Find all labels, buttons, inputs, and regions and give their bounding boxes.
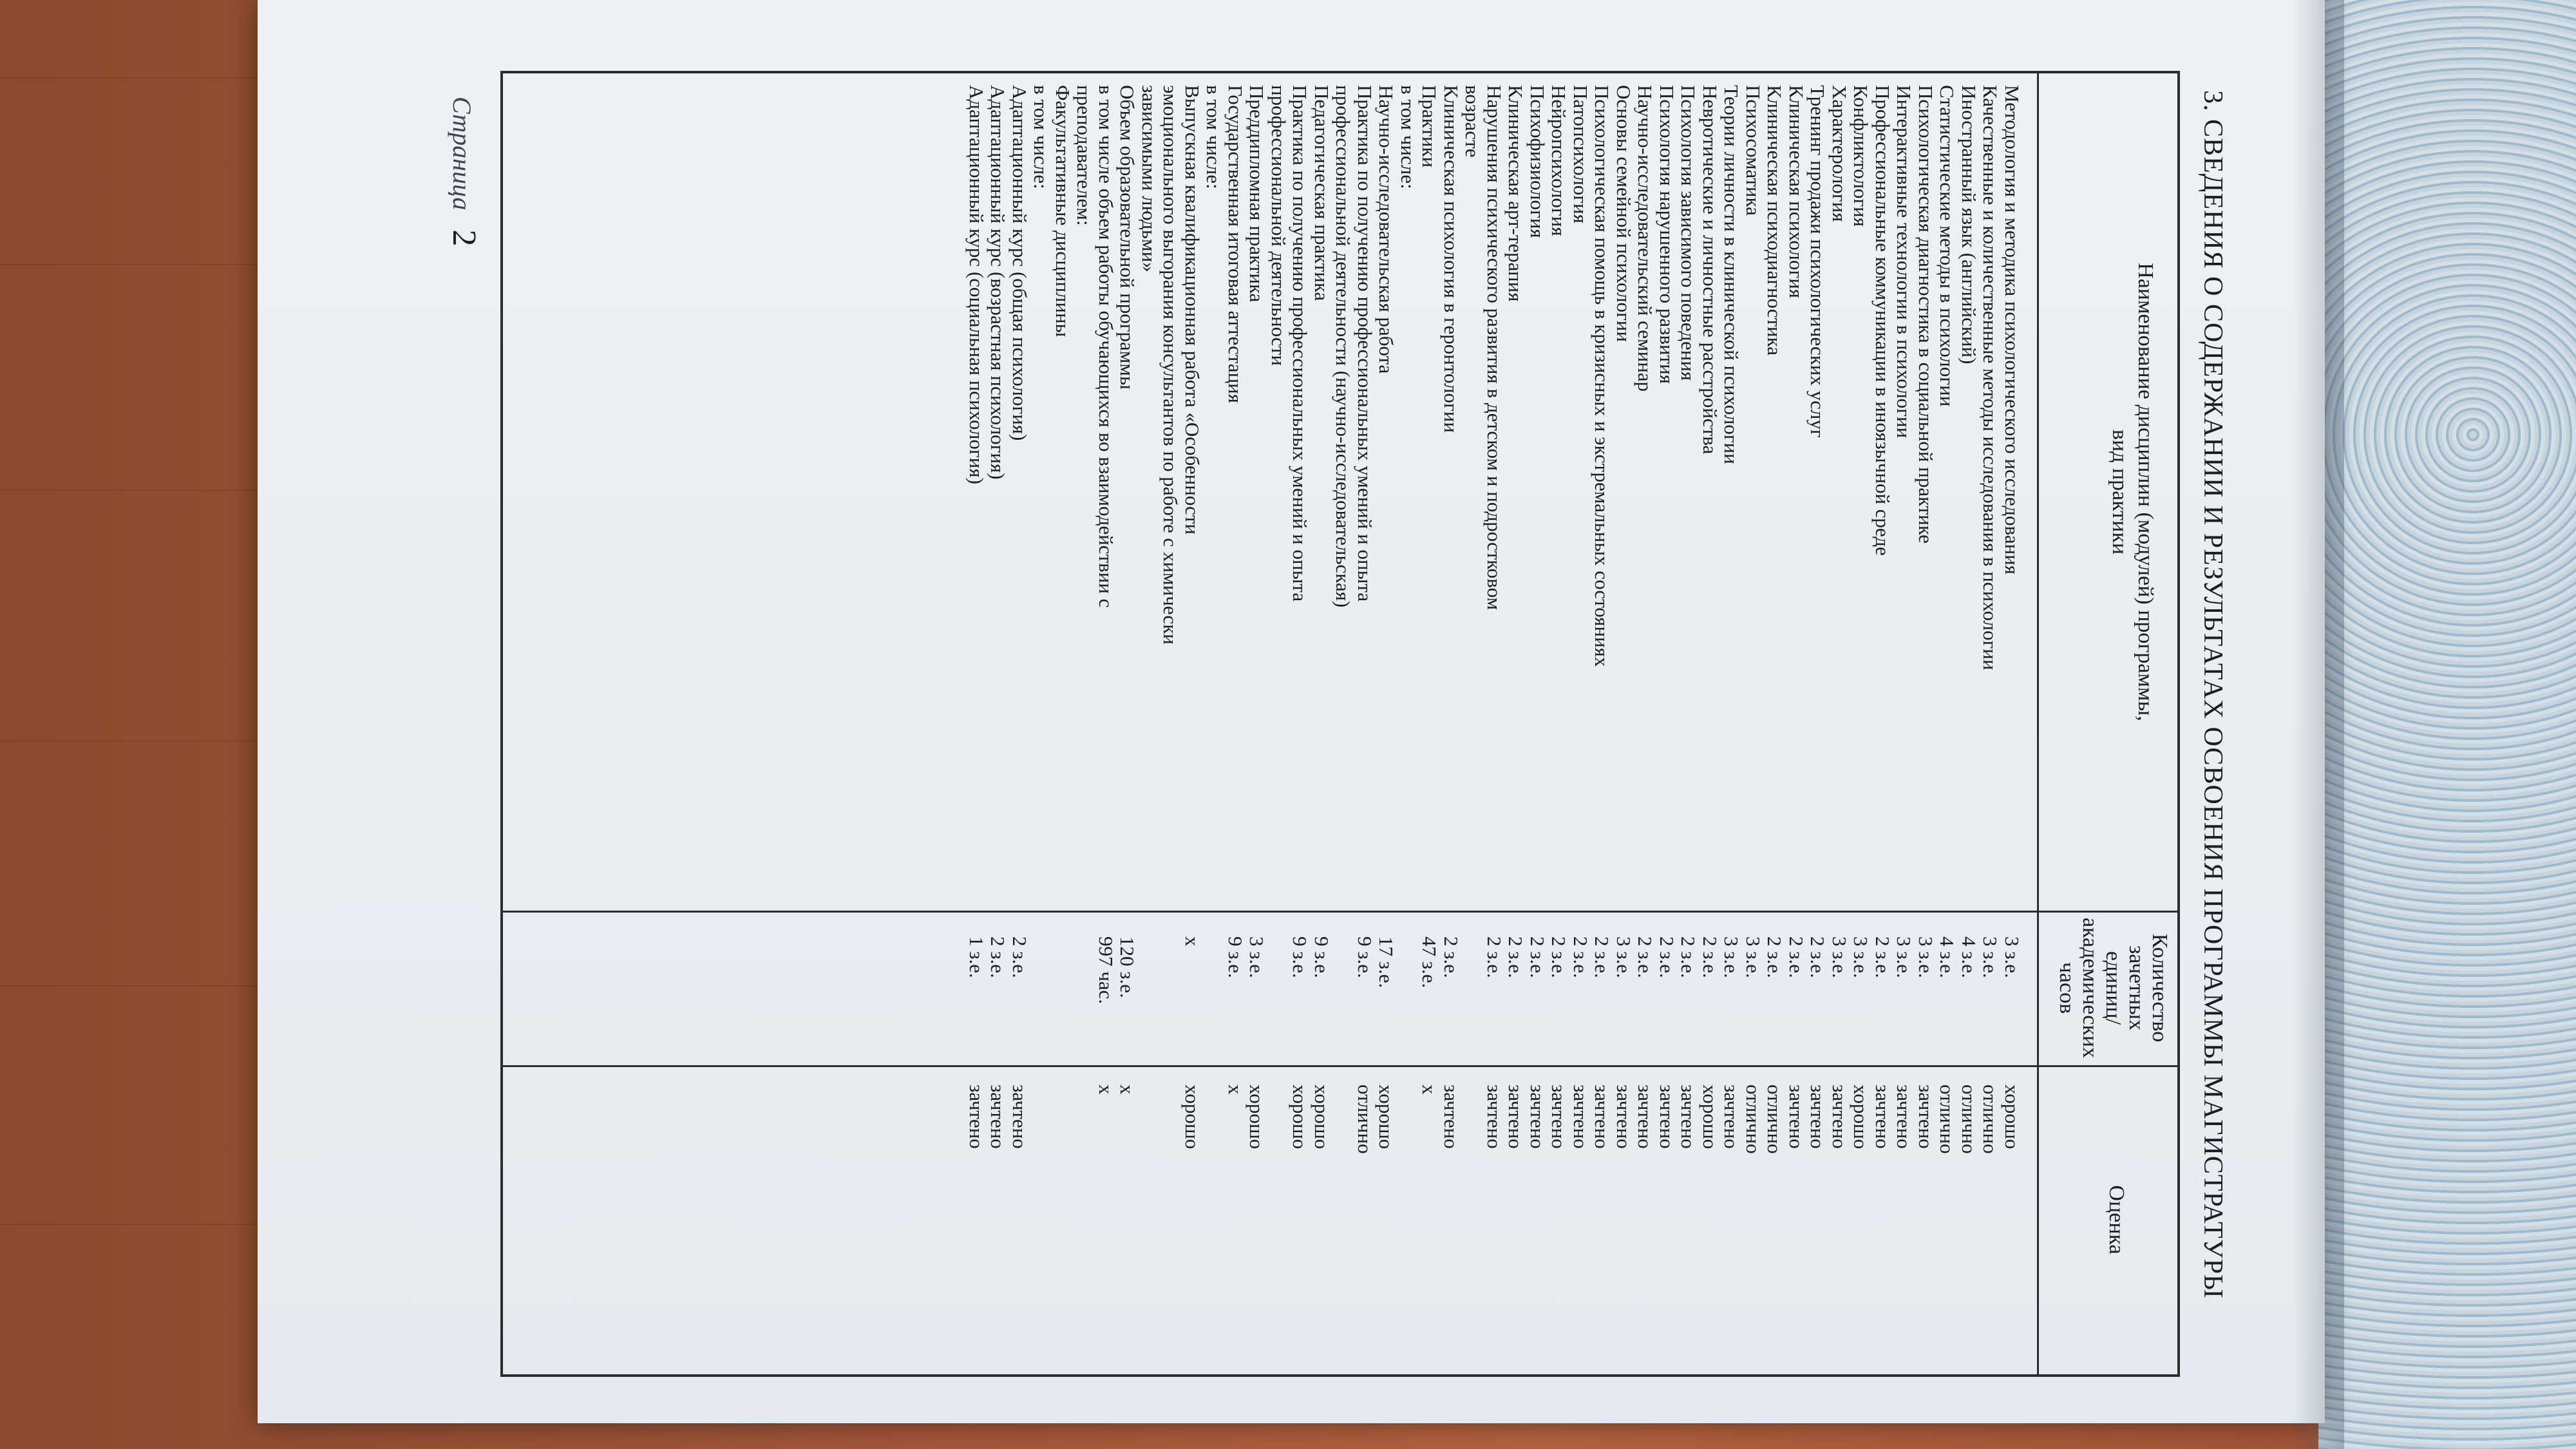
row-credits: 47 з.е. [1418, 936, 1441, 989]
row-grade: зачтено [1009, 1084, 1031, 1149]
row-name: Психосоматика [1742, 85, 1765, 216]
table-row [1548, 73, 1570, 1374]
table-row [1527, 73, 1549, 1374]
table-row [1225, 73, 1247, 1374]
row-grade: отлично [1354, 1084, 1376, 1154]
table-row [1009, 73, 1031, 1374]
row-grade: зачтено [1634, 1084, 1657, 1149]
row-credits: 9 з.е. [1311, 936, 1333, 978]
row-credits: 2 з.е. [1785, 936, 1808, 978]
table-row [1268, 73, 1290, 1374]
row-grade: зачтено [1720, 1084, 1743, 1149]
row-credits: 3 з.е. [1979, 936, 2002, 978]
row-credits: 2 з.е. [1440, 936, 1463, 978]
row-credits: 2 з.е. [1526, 936, 1549, 978]
row-grade: отлично [1958, 1084, 1980, 1154]
row-name: Практика по получению профессиональных умений и опыта [1289, 85, 1312, 602]
row-credits: 2 з.е. [1483, 936, 1506, 978]
table-row [1829, 73, 1851, 1374]
row-credits: 2 з.е. [1871, 936, 1894, 978]
row-grade: зачтено [987, 1084, 1010, 1149]
row-name: Методология и методика психологического исследования [2001, 85, 2023, 575]
row-name: в том числе: [1202, 85, 1226, 189]
row-name: Научно-исследовательский семинар [1634, 85, 1657, 392]
row-grade: хорошо [1289, 1084, 1312, 1150]
row-grade: зачтено [1806, 1084, 1830, 1149]
table-row [1678, 73, 1700, 1374]
row-name: преподавателем: [1073, 85, 1096, 226]
table-row [1354, 73, 1376, 1374]
row-grade: зачтено [965, 1084, 988, 1149]
row-grade: зачтено [1526, 1084, 1549, 1149]
table-row [1441, 73, 1463, 1374]
row-grade: зачтено [1591, 1084, 1614, 1149]
row-name: профессиональной деятельности (научно-исследовательская) [1332, 85, 1355, 608]
table-row [2002, 73, 2023, 1374]
row-name: Адаптационный курс (возрастная психология) [987, 85, 1010, 480]
row-name: Государственная итоговая аттестация [1224, 85, 1247, 404]
row-credits: 2 з.е. [1569, 936, 1592, 978]
table-row [1893, 73, 1915, 1374]
row-name: Интерактивные технологии в психологии [1893, 85, 1916, 439]
row-grade: х [1116, 1084, 1139, 1095]
row-grade: отлично [1763, 1084, 1786, 1154]
row-credits: 2 з.е. [1504, 936, 1528, 978]
row-credits: 3 з.е. [1742, 936, 1765, 978]
row-grade: хорошо [1311, 1084, 1333, 1150]
page-number: 2 [446, 229, 482, 247]
row-credits: 2 з.е. [1548, 936, 1571, 978]
table-row [1397, 73, 1419, 1374]
table-row [1052, 73, 1074, 1374]
row-grade: зачтено [1548, 1084, 1571, 1149]
row-credits: 3 з.е. [1245, 936, 1269, 978]
row-credits: 3 з.е. [1850, 936, 1873, 978]
header-credits: Количество зачетных единиц/ академических часов [2055, 917, 2172, 1059]
row-name: Клиническая психология [1785, 85, 1808, 299]
row-grade: зачтено [1677, 1084, 1700, 1149]
row-name: Выпускная квалификационная работа «Особенности [1181, 85, 1204, 535]
row-credits: 2 з.е. [1677, 936, 1700, 978]
row-credits: 9 з.е. [1354, 936, 1376, 978]
row-grade: зачтено [1656, 1084, 1678, 1149]
table-row [1634, 73, 1656, 1374]
row-grade: хорошо [1375, 1084, 1398, 1150]
row-name: Практика по получению профессиональных умений и опыта [1354, 85, 1376, 602]
row-name: Объем образовательной программы [1116, 85, 1139, 390]
row-credits: 2 з.е. [1656, 936, 1678, 978]
row-grade: х [1224, 1084, 1247, 1095]
row-name: Тренинг продажи психологических услуг [1806, 85, 1830, 438]
cover-decorative-band [2318, 0, 2576, 1449]
row-name: Теории личности в клинической психологии [1720, 85, 1743, 464]
table-row [1613, 73, 1635, 1374]
row-name: Характерология [1828, 85, 1851, 222]
row-credits: 120 з.е. [1116, 936, 1139, 998]
row-credits: 3 з.е. [2001, 936, 2023, 978]
row-credits: 2 з.е. [987, 936, 1010, 978]
row-name: Невротические и личностные расстройства [1699, 85, 1721, 455]
section-title: 3. СВЕДЕНИЯ О СОДЕРЖАНИИ И РЕЗУЛЬТАТАХ ОСВОЕНИЯ ПРОГРАММЫ МАГИСТРАТУРЫ [2198, 90, 2228, 1299]
page-footer [445, 97, 483, 246]
row-name: Основы семейной психологии [1613, 85, 1635, 342]
row-grade: зачтено [1893, 1084, 1916, 1149]
table-row [1958, 73, 1980, 1374]
table-row [1182, 73, 1204, 1374]
row-credits: 3 з.е. [1720, 936, 1743, 978]
table-row [1505, 73, 1527, 1374]
row-name: Практики [1418, 85, 1441, 168]
row-credits: 2 з.е. [1699, 936, 1721, 978]
table-row [966, 73, 988, 1374]
row-name: Адаптационный курс (социальная психология) [965, 85, 988, 484]
row-name: Качественные и количественные методы исследования в психологии [1979, 85, 2002, 670]
row-grade: зачтено [1483, 1084, 1506, 1149]
row-credits: х [1181, 936, 1204, 947]
row-name: эмоционального выгорания консультантов по работе с химически [1159, 85, 1182, 645]
row-grade: отлично [1979, 1084, 2002, 1154]
table-row [1570, 73, 1592, 1374]
row-credits: 3 з.е. [1915, 936, 1937, 978]
table-row [1030, 73, 1052, 1374]
row-grade: зачтено [1915, 1084, 1937, 1149]
row-credits: 3 з.е. [1613, 936, 1635, 978]
row-grade: зачтено [1440, 1084, 1463, 1149]
table-row [1591, 73, 1613, 1374]
row-name: Нейропсихология [1548, 85, 1571, 236]
row-credits: 2 з.е. [1634, 936, 1657, 978]
row-credits: 2 з.е. [1009, 936, 1031, 978]
row-credits: 17 з.е. [1375, 936, 1398, 989]
table-header [2037, 73, 2177, 1374]
table-row [1484, 73, 1506, 1374]
row-credits: 9 з.е. [1224, 936, 1247, 978]
table-row [1095, 73, 1117, 1374]
row-name: Нарушения психического развития в детском и подростковом [1483, 85, 1506, 611]
row-name: Психофизиология [1526, 85, 1549, 238]
table-row [1937, 73, 1958, 1374]
row-grade: зачтено [1871, 1084, 1894, 1149]
header-name: Наименование дисциплин (модулей) программы, вид практики [2108, 263, 2157, 721]
row-name: Психологическая помощь в кризисных и экстремальных состояниях [1591, 85, 1614, 667]
row-name: Научно-исследовательская работа [1375, 85, 1398, 374]
table-row [1915, 73, 1937, 1374]
row-name: Адаптационный курс (общая психология) [1009, 85, 1031, 441]
row-credits: 4 з.е. [1958, 936, 1980, 978]
page-label: Страница [448, 97, 477, 211]
row-credits: 2 з.е. [1763, 936, 1786, 978]
table-row [1311, 73, 1333, 1374]
row-name: Психология нарушенного развития [1656, 85, 1678, 384]
row-credits: 2 з.е. [1591, 936, 1614, 978]
table-row [1246, 73, 1268, 1374]
table-row [1850, 73, 1872, 1374]
results-table [500, 71, 2180, 1377]
table-row [1332, 73, 1354, 1374]
row-credits: 3 з.е. [1828, 936, 1851, 978]
row-credits: 1 з.е. [965, 936, 988, 978]
table-row [1656, 73, 1678, 1374]
table-row [1743, 73, 1765, 1374]
table-row [1419, 73, 1441, 1374]
row-name: Психологическая диагностика в социальной практике [1915, 85, 1937, 544]
row-grade: хорошо [1245, 1084, 1269, 1150]
table-row [1074, 73, 1095, 1374]
table-row [1160, 73, 1182, 1374]
row-credits: 997 час. [1095, 936, 1117, 1005]
table-row [1376, 73, 1397, 1374]
row-credits: 2 з.е. [1806, 936, 1830, 978]
row-name: Преддипломная практика [1245, 85, 1269, 303]
table-row [1786, 73, 1808, 1374]
row-name: в том числе: [1030, 85, 1053, 189]
table-row [1289, 73, 1311, 1374]
table-row [1721, 73, 1743, 1374]
row-credits: 4 з.е. [1936, 936, 1959, 978]
row-name: в том числе объем работы обучающихся во взаимодействии с [1095, 85, 1117, 608]
row-credits: 3 з.е. [1893, 936, 1916, 978]
row-name: Клиническая психология в геронтологии [1440, 85, 1463, 433]
row-grade: зачтено [1613, 1084, 1635, 1149]
row-name: профессиональной деятельности [1267, 85, 1290, 366]
rotated-page-content [258, 0, 2325, 1449]
row-grade: зачтено [1785, 1084, 1808, 1149]
row-grade: хорошо [1850, 1084, 1873, 1150]
row-name: Конфликтология [1850, 85, 1873, 227]
row-name: Патопсихология [1569, 85, 1592, 223]
row-grade: х [1095, 1084, 1117, 1095]
row-name: в том числе: [1397, 85, 1419, 189]
table-row [1700, 73, 1721, 1374]
row-name: Педагогическая практика [1311, 85, 1333, 301]
table-row [1807, 73, 1829, 1374]
row-name: Статистические методы в психологии [1936, 85, 1959, 407]
table-row [1139, 73, 1160, 1374]
table-row [1462, 73, 1484, 1374]
header-grade: Оценка [2105, 1185, 2128, 1255]
table-row [1872, 73, 1894, 1374]
table-row [1980, 73, 2002, 1374]
row-name: возрасте [1461, 85, 1484, 158]
row-credits: 9 з.е. [1289, 936, 1312, 978]
row-grade: хорошо [1181, 1084, 1204, 1150]
row-name: зависимыми людьми» [1138, 85, 1160, 272]
row-name: Психология зависимого поведения [1677, 85, 1700, 381]
table-row [1764, 73, 1786, 1374]
row-name: Факультативные дисциплины [1052, 85, 1074, 337]
row-grade: зачтено [1504, 1084, 1528, 1149]
row-grade: зачтено [1569, 1084, 1592, 1149]
row-name: Иностранный язык (английский) [1958, 85, 1980, 365]
table-body [966, 73, 2023, 1374]
row-grade: отлично [1936, 1084, 1959, 1154]
table-row [1117, 73, 1139, 1374]
row-name: Клиническая психодиагностика [1763, 85, 1786, 355]
row-name: Клиническая арт-терапия [1504, 85, 1528, 302]
row-grade: хорошо [1699, 1084, 1721, 1150]
row-grade: зачтено [1828, 1084, 1851, 1149]
row-grade: отлично [1742, 1084, 1765, 1154]
table-row [987, 73, 1009, 1374]
row-name: Профессиональные коммуникации в иноязычной среде [1871, 85, 1894, 556]
row-grade: хорошо [2001, 1084, 2023, 1150]
table-row [1203, 73, 1225, 1374]
row-grade: х [1418, 1084, 1441, 1095]
